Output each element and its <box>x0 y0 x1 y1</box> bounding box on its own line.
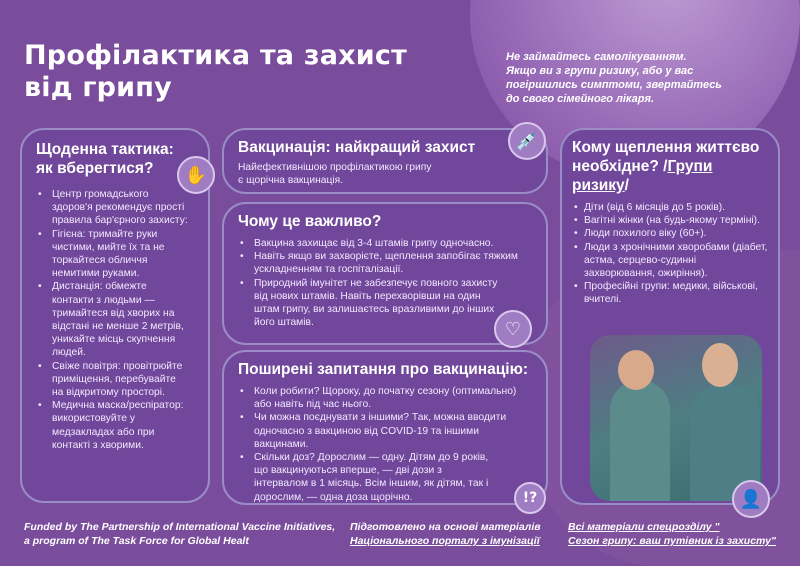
footer-line: a program of The Task Force for Global Healt <box>24 535 249 547</box>
list-item: • Коли робити? Щороку, до початку сезону (оптимально) або навіть під час нього. <box>238 385 532 411</box>
note-line: Якщо ви з групи ризику, або у вас <box>506 65 694 77</box>
faq-card <box>222 350 548 505</box>
list-item: • Гігієна: тримайте руки чистими, мийте їх та не торкайтеся обличчя немитими руками. <box>36 228 190 281</box>
note-line: погіршились симптоми, звертайтесь <box>506 79 722 91</box>
note-line: до свого сімейного лікаря. <box>506 93 655 105</box>
materials-link[interactable]: Всі матеріали спецрозділу " <box>568 521 720 533</box>
vaccination-photo <box>590 335 762 501</box>
title-line: Профілактика та захист <box>24 40 407 71</box>
source-credit <box>350 520 541 548</box>
risk-groups-link[interactable]: Групи ризику <box>572 158 713 194</box>
card-title: Кому щеплення життєво необхідне? /Групи ризику/ <box>572 139 760 194</box>
card-title: Чому це важливо? <box>238 213 382 230</box>
list-item: • Природний імунітет не забезпечує повного захисту від нових штамів. Навіть перехворівши на один штам грипу, ви залишаєтесь вразливими до інших його штамів. <box>238 277 532 330</box>
patient-syringe-icon: 👤 <box>732 480 770 518</box>
list-item: • Скільки доз? Дорослим — одну. Дітям до 9 років, що вакцинуються вперше, — дві дози з інтервалом в 1 місяць. Всім іншим, як дітям, так і дорослим, — одна доза щорічно. <box>238 451 532 504</box>
list-item: • Люди з хронічними хворобами (діабет, астма, серцево-судинні захворювання, ожиріння). <box>572 241 768 281</box>
list-item: • Центр громадського здоров'я рекомендує прості правила бар'єрного захисту: <box>36 188 190 228</box>
card-title: Щоденна тактика: як вберегтися? <box>36 141 174 177</box>
national-portal-link[interactable]: Національного порталу з імунізації <box>350 535 540 547</box>
flu-season-guide-link[interactable]: Сезон грипу: ваш путівник із захисту" <box>568 535 776 547</box>
shield-hand-icon: ✋ <box>177 156 215 194</box>
footer-line: Funded by The Partnership of International Vaccine Initiatives, <box>24 521 336 533</box>
card-title: Вакцинація: найкращий захист <box>238 139 476 156</box>
list-item: • Вагітні жінки (на будь-якому терміні). <box>572 214 768 227</box>
footer-line: Підготовлено на основі матеріалів <box>350 521 541 533</box>
title-line: від грипу <box>24 72 172 103</box>
list-item: • Свіже повітря: провітрюйте приміщення, перебувайте на відкритому просторі. <box>36 360 190 400</box>
note-line: Не займайтесь самолікуванням. <box>506 51 687 63</box>
list-item: • Чи можна поєднувати з іншими? Так, можна вводити одночасно з вакциною від COVID-19 та іншими вакцинами. <box>238 411 532 451</box>
card-title: Поширені запитання про вакцинацію: <box>238 361 528 378</box>
card-text: є щорічна вакцинація. <box>238 175 344 187</box>
list-item: • Дистанція: обмежте контакти з людьми — тримайтеся від хворих на відстані не менше 2 метрів, уникайте місць скупчення людей. <box>36 280 190 359</box>
funding-credit <box>24 520 335 548</box>
question-icon: !? <box>514 482 546 514</box>
list-item: • Професійні групи: медики, військові, вчителі. <box>572 280 768 306</box>
shield-syringe-icon: 💉 <box>508 122 546 160</box>
list-item: • Діти (від 6 місяців до 5 років). <box>572 201 768 214</box>
advice-note <box>506 50 722 106</box>
list-item: • Вакцина захищає від 3-4 штамів грипу одночасно. <box>238 237 532 250</box>
list-item: • Люди похилого віку (60+). <box>572 227 768 240</box>
card-text: Найефективнішою профілактикою грипу <box>238 162 432 173</box>
materials-credit <box>568 520 776 548</box>
heart-icon: ♡ <box>494 310 532 348</box>
list-item: • Навіть якщо ви захворієте, щеплення запобігає тяжким ускладненням та госпіталізації. <box>238 250 532 276</box>
page-title <box>24 40 407 104</box>
list-item: • Медична маска/респіратор: використовуйте у медзакладах або при контакті з хворими. <box>36 399 190 452</box>
vaccination-card <box>222 128 548 194</box>
